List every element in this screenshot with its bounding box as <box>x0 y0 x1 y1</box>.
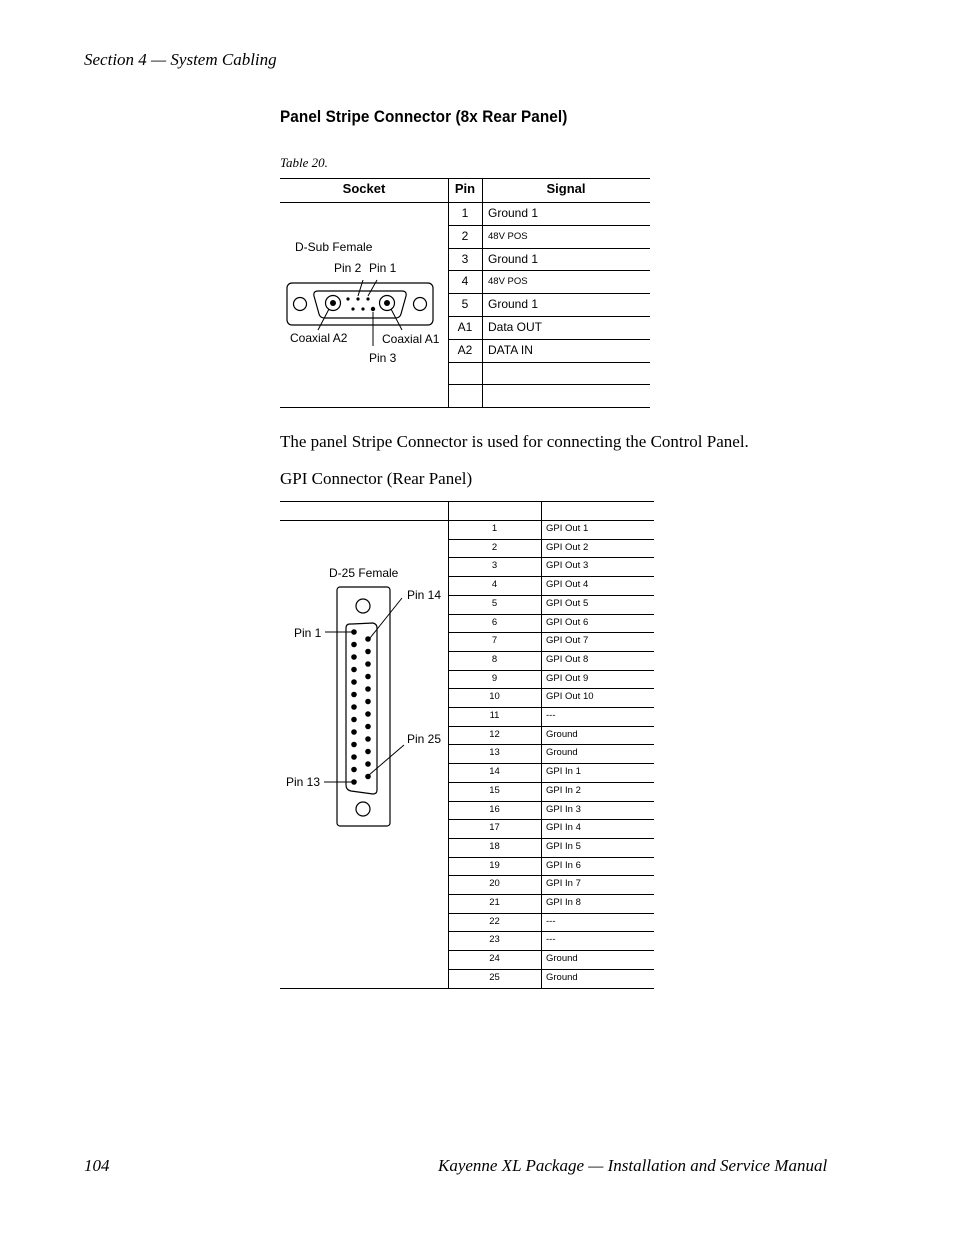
gpi-pin-cell: 23 <box>489 934 500 946</box>
coaxial-a1-leader <box>391 309 402 330</box>
gpi-signal-cell: --- <box>546 934 556 946</box>
pin25-label: Pin 25 <box>407 732 442 746</box>
gpi-pin-cell: 19 <box>489 859 500 871</box>
connector-face <box>314 291 406 318</box>
gpi-signal-cell: GPI In 7 <box>546 878 581 890</box>
gpi-pin-cell: 17 <box>489 822 500 834</box>
row-rule <box>448 225 650 226</box>
gpi-signal-cell: GPI Out 5 <box>546 597 589 609</box>
pin-dot <box>365 736 371 742</box>
pin-dot <box>351 742 357 748</box>
gpi-pin-cell: 14 <box>489 766 500 778</box>
gpi-pin-cell: 7 <box>491 635 498 647</box>
row-rule <box>448 875 654 876</box>
mounting-hole <box>356 802 370 816</box>
pin-cell: 5 <box>461 297 469 312</box>
pin1-label: Pin 1 <box>369 261 397 275</box>
table-caption: Table 20. <box>280 155 328 170</box>
gpi-signal-cell: GPI In 2 <box>546 784 581 796</box>
section-header: Section 4 — System Cabling <box>84 50 277 69</box>
coaxial-a1-label: Coaxial A1 <box>382 332 440 346</box>
gpi-signal-cell: GPI Out 3 <box>546 560 589 572</box>
signal-cell: Ground 1 <box>488 251 539 266</box>
pin14-leader <box>370 598 402 638</box>
row-rule <box>448 632 654 633</box>
pin-cell: 4 <box>461 274 469 289</box>
coaxial-a2-label: Coaxial A2 <box>290 331 348 345</box>
row-rule <box>448 838 654 839</box>
pin-dot <box>361 307 364 310</box>
row-rule <box>448 782 654 783</box>
pin-dot <box>351 642 357 648</box>
gpi-pin-cell: 22 <box>489 915 500 927</box>
pin13-label: Pin 13 <box>286 775 321 789</box>
pin-cell: 3 <box>461 251 469 266</box>
gpi-signal-cell: GPI Out 10 <box>546 691 594 703</box>
gpi-pin-cell: 8 <box>491 653 498 665</box>
pin-dot <box>351 767 357 773</box>
row-rule <box>448 894 654 895</box>
gpi-signal-cell: GPI Out 6 <box>546 616 589 628</box>
row-rule <box>448 707 654 708</box>
pin-dot <box>365 724 371 730</box>
pin-cell: A2 <box>457 342 473 357</box>
gpi-pin-cell: 18 <box>489 840 500 852</box>
gpi-pin-cell: 15 <box>489 784 500 796</box>
pin2-label: Pin 2 <box>334 261 362 275</box>
pin-dot <box>356 297 359 300</box>
row-rule <box>448 316 650 317</box>
pin25-leader <box>369 745 404 775</box>
pin-dot <box>365 711 371 717</box>
row-rule <box>448 950 654 951</box>
connector-face <box>346 623 377 794</box>
gpi-pin-cell: 4 <box>491 579 498 591</box>
pin-dot <box>371 307 375 311</box>
signal-cell: Ground 1 <box>488 206 539 220</box>
row-rule <box>448 819 654 820</box>
row-rule <box>448 801 654 802</box>
mounting-hole <box>414 298 427 311</box>
row-rule <box>448 248 650 249</box>
gpi-pin-cell: 9 <box>491 672 498 684</box>
signal-cell: DATA IN <box>488 342 533 357</box>
pin-cell: A1 <box>457 320 473 334</box>
pin-dot <box>365 636 371 642</box>
gpi-signal-cell: GPI In 6 <box>546 859 581 871</box>
gpi-signal-cell: GPI In 4 <box>546 822 581 834</box>
gpi-signal-cell: GPI Out 9 <box>546 672 589 684</box>
row-rule <box>448 595 654 596</box>
row-rule <box>448 651 654 652</box>
row-rule <box>448 293 650 294</box>
row-rule <box>448 857 654 858</box>
gpi-signal-cell: GPI Out 4 <box>546 579 589 591</box>
row-rule <box>448 688 654 689</box>
gpi-pin-cell: 16 <box>489 803 500 815</box>
gpi-signal-cell: GPI Out 2 <box>546 541 589 553</box>
pin2-leader <box>358 280 363 296</box>
gpi-pin-cell: 2 <box>491 541 498 553</box>
mounting-hole <box>294 298 307 311</box>
d-25-female-label: D-25 Female <box>329 566 399 580</box>
pin-dot <box>365 749 371 755</box>
gpi-pin-cell: 24 <box>489 953 500 965</box>
gpi-signal-cell: --- <box>546 915 556 927</box>
row-rule <box>448 931 654 932</box>
page-number: 104 <box>84 1156 110 1175</box>
coaxial-a2-center <box>330 300 336 306</box>
row-rule <box>448 670 654 671</box>
signal-header: Signal <box>546 181 586 196</box>
socket-header: Socket <box>342 181 386 196</box>
pin-dot <box>365 649 371 655</box>
coaxial-a1-center <box>384 300 390 306</box>
mounting-hole <box>356 599 370 613</box>
d-sub-female-diagram <box>280 178 448 408</box>
gpi-signal-cell: GPI In 5 <box>546 840 581 852</box>
gpi-pin-cell: 11 <box>489 710 500 721</box>
pin-dot <box>351 654 357 660</box>
signal-cell: Data OUT <box>488 320 543 334</box>
row-rule <box>448 969 654 970</box>
row-rule <box>448 744 654 745</box>
coaxial-a2-leader <box>318 309 329 330</box>
body-paragraph: The panel Stripe Connector is used for connecting the Control Panel. <box>280 432 749 451</box>
gpi-signal-cell: Ground <box>546 747 578 759</box>
row-rule <box>448 339 650 340</box>
row-rule <box>448 270 650 271</box>
pin-dot <box>351 307 354 310</box>
pin-dot <box>351 679 357 685</box>
row-rule <box>448 557 654 558</box>
row-rule <box>448 726 654 727</box>
row-rule <box>448 614 654 615</box>
signal-cell: Ground 1 <box>488 297 539 312</box>
pin3-label: Pin 3 <box>369 351 397 365</box>
pin1-leader <box>368 280 377 296</box>
gpi-pin-cell: 21 <box>489 897 500 908</box>
gpi-pin-cell: 3 <box>491 560 498 572</box>
gpi-pin-cell: 25 <box>489 971 500 983</box>
gpi-pin-cell: 20 <box>489 878 500 890</box>
pin14-label: Pin 14 <box>407 588 442 602</box>
row-rule <box>448 384 650 385</box>
pin-dot <box>351 704 357 710</box>
gpi-pin-cell: 1 <box>491 523 498 534</box>
row-rule <box>448 539 654 540</box>
pin-dot <box>365 674 371 680</box>
pin-dot <box>365 761 371 767</box>
row-rule <box>448 913 654 914</box>
signal-cell: 48V POS <box>488 230 528 242</box>
pin1-label: Pin 1 <box>294 626 322 640</box>
gpi-signal-cell: Ground <box>546 971 578 983</box>
gpi-signal-cell: GPI In 3 <box>546 803 581 815</box>
pin-dot <box>351 729 357 735</box>
pin-dot <box>351 754 357 760</box>
panel-connector-table <box>280 178 650 408</box>
gpi-pin-cell: 13 <box>489 747 500 759</box>
gpi-signal-cell: GPI Out 8 <box>546 653 589 665</box>
manual-title: Kayenne XL Package — Installation and Service Manual <box>438 1156 828 1175</box>
gpi-connector-heading: GPI Connector (Rear Panel) <box>280 469 473 488</box>
pin-dot <box>366 297 369 300</box>
gpi-pin-cell: 6 <box>491 616 498 628</box>
pin-header: Pin <box>454 181 476 196</box>
gpi-signal-cell: Ground <box>546 728 578 740</box>
panel-connector-title: Panel Stripe Connector (8x Rear Panel) <box>280 107 568 126</box>
pin-dot <box>351 717 357 723</box>
gpi-pin-cell: 5 <box>491 597 498 609</box>
row-rule <box>448 362 650 363</box>
gpi-pin-cell: 12 <box>489 728 500 740</box>
pin-dot <box>365 699 371 705</box>
pin-dot <box>351 667 357 673</box>
pin-cell: 1 <box>461 206 469 220</box>
gpi-signal-cell: --- <box>546 710 556 721</box>
pin-dot <box>351 692 357 698</box>
gpi-signal-cell: GPI Out 1 <box>546 523 589 534</box>
pin-dot <box>346 297 349 300</box>
row-rule <box>448 763 654 764</box>
gpi-connector-table <box>280 501 654 990</box>
gpi-signal-cell: GPI In 8 <box>546 897 581 908</box>
d-sub-female-label: D-Sub Female <box>295 240 373 254</box>
signal-cell: 48V POS <box>488 276 528 288</box>
pin-cell: 2 <box>461 228 469 243</box>
gpi-signal-cell: GPI Out 7 <box>546 635 589 647</box>
pin-dot <box>365 661 371 667</box>
gpi-signal-cell: Ground <box>546 953 578 965</box>
row-rule <box>448 576 654 577</box>
gpi-signal-cell: GPI In 1 <box>546 766 581 778</box>
pin-dot <box>365 686 371 692</box>
gpi-pin-cell: 10 <box>489 691 500 703</box>
